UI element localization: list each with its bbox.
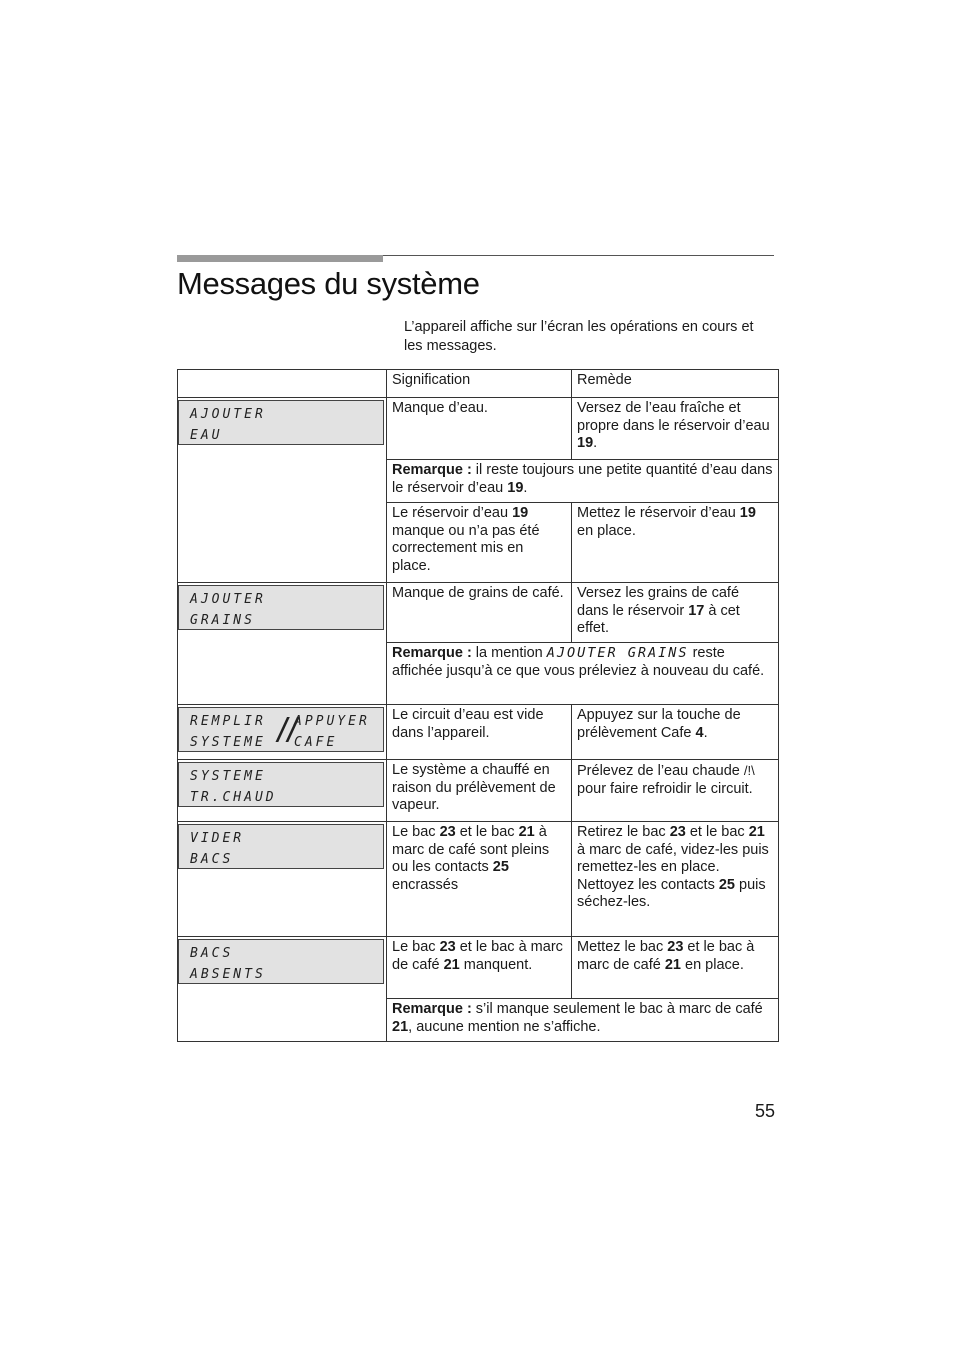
key-label: Cafe xyxy=(660,724,692,741)
display-cell xyxy=(178,822,387,937)
remedy-cell: Versez de l’eau fraîche et propre dans le réservoir d’eau 19. xyxy=(572,398,779,460)
lcd-display-ajouter-grains: AJOUTER GRAINS xyxy=(178,585,384,630)
meaning-cell: Le bac 23 et le bac 21 à marc de café sont pleins ou les contacts 25 encrassés xyxy=(387,822,572,937)
note-cell: Remarque : s’il manque seulement le bac à marc de café 21, aucune mention ne s’affiche. xyxy=(387,999,779,1042)
header-remedy: Remède xyxy=(572,370,779,398)
remedy-cell: Versez les grains de café dans le réservoir 17 à cet effet. xyxy=(572,583,779,643)
header-meaning: Signification xyxy=(387,370,572,398)
inline-lcd-text: AJOUTER GRAINS xyxy=(546,645,689,661)
table-row xyxy=(178,760,779,822)
display-cell xyxy=(178,583,387,705)
table-row xyxy=(178,822,779,937)
display-cell xyxy=(178,760,387,822)
table-header-row xyxy=(178,370,779,398)
system-messages-table xyxy=(177,369,779,1042)
note-cell: Remarque : il reste toujours une petite quantité d’eau dans le réservoir d’eau 19. xyxy=(387,460,779,503)
display-cell xyxy=(178,705,387,760)
note-cell: Remarque : la mention AJOUTER GRAINS reste affichée jusqu’à ce que vous préleviez à nouveau du café. xyxy=(387,643,779,705)
lcd-display-vider-bacs: VIDER BACS xyxy=(178,824,384,869)
table-row xyxy=(178,705,779,760)
meaning-cell: Manque d’eau. xyxy=(387,398,572,460)
meaning-cell: Manque de grains de café. xyxy=(387,583,572,643)
meaning-cell: Le bac 23 et le bac à marc de café 21 manquent. xyxy=(387,937,572,999)
lcd-display-systeme-trchaud: SYSTEME TR.CHAUD xyxy=(178,762,384,807)
hot-water-icon: /!\ xyxy=(743,763,755,778)
remedy-cell: Mettez le bac 23 et le bac à marc de café 21 en place. xyxy=(572,937,779,999)
table-row xyxy=(178,937,779,999)
display-cell xyxy=(178,398,387,583)
remedy-cell: Appuyez sur la touche de prélèvement Cafe 4. xyxy=(572,705,779,760)
remedy-cell: Prélevez de l’eau chaude /!\ pour faire refroidir le circuit. xyxy=(572,760,779,822)
lcd-display-remplir-appuyer: REMPLIR SYSTEME // APPUYER CAFE xyxy=(178,707,384,752)
lcd-display-ajouter-eau: AJOUTER EAU xyxy=(178,400,384,445)
meaning-cell: Le système a chauffé en raison du prélèvement de vapeur. xyxy=(387,760,572,822)
intro-text: L’appareil affiche sur l’écran les opérations en cours et les messages. xyxy=(404,319,754,354)
remedy-cell: Mettez le réservoir d’eau 19 en place. xyxy=(572,503,779,583)
page-title: Messages du système xyxy=(177,266,480,301)
meaning-cell: Le circuit d’eau est vide dans l’appareil. xyxy=(387,705,572,760)
table-row xyxy=(178,398,779,460)
meaning-cell: Le réservoir d’eau 19 manque ou n’a pas été correctement mis en place. xyxy=(387,503,572,583)
header-rule-thick xyxy=(177,255,383,262)
remedy-cell: Retirez le bac 23 et le bac 21 à marc de café, videz-les puis remettez-les en place. Nettoyez les contacts 25 puis séchez-les. xyxy=(572,822,779,937)
table-row xyxy=(178,583,779,643)
page-number: 55 xyxy=(754,1101,775,1121)
lcd-display-bacs-absents: BACS ABSENTS xyxy=(178,939,384,984)
display-cell xyxy=(178,937,387,1042)
alternating-separator: // xyxy=(274,712,295,747)
header-display xyxy=(178,370,387,398)
